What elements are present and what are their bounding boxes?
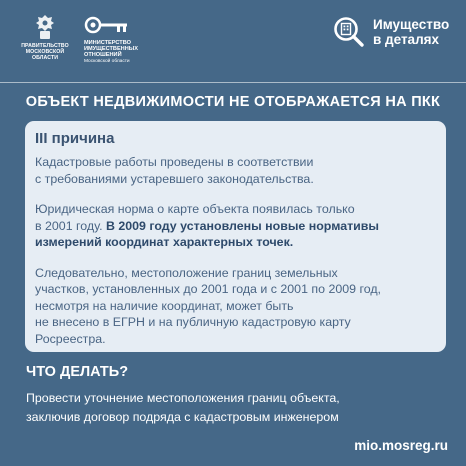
coat-of-arms-icon bbox=[34, 14, 56, 40]
card-paragraph-3: Следовательно, местоположение границ земельных участков, установленных до 2001 года и с 2001 по 2009 год, несмотря на наличие координат, может быть не внесено в ЕГРН и на публичную кадастровую карту Росреестра. bbox=[35, 265, 381, 346]
ministry-logo-text: МИНИСТЕРСТВО ИМУЩЕСТВЕННЫХ ОТНОШЕНИЙ bbox=[84, 40, 138, 58]
government-logo bbox=[16, 14, 74, 61]
key-icon bbox=[84, 14, 130, 36]
what-to-do-text: Провести уточнение местоположения границ объекта, заключив договор подряда с кадастровым инженером bbox=[26, 391, 340, 424]
card-paragraph-1: Кадастровые работы проведены в соответствии с требованиями устаревшего законодательства. bbox=[35, 155, 314, 186]
government-logo-text: ПРАВИТЕЛЬСТВО МОСКОВСКОЙ ОБЛАСТИ bbox=[21, 43, 69, 61]
header-divider bbox=[0, 82, 466, 83]
header bbox=[0, 0, 466, 82]
ministry-logo-subtext: Московской области bbox=[84, 59, 130, 64]
card-heading: III причина bbox=[35, 130, 115, 147]
brand-name: Имущество в деталях bbox=[373, 17, 450, 47]
website-link[interactable]: mio.mosreg.ru bbox=[354, 438, 448, 453]
what-to-do-title: ЧТО ДЕЛАТЬ? bbox=[26, 364, 129, 380]
page-title: ОБЪЕКТ НЕДВИЖИМОСТИ НЕ ОТОБРАЖАЕТСЯ НА ПКК bbox=[25, 94, 441, 110]
card-paragraph-2: Юридическая норма о карте объекта появилась только в 2001 году. В 2009 году установлены новые нормативы измерений координат характерных точек. bbox=[35, 202, 379, 249]
magnifier-building-icon bbox=[333, 16, 365, 48]
info-card bbox=[25, 121, 446, 352]
ministry-logo bbox=[84, 14, 144, 65]
brand bbox=[333, 16, 449, 48]
